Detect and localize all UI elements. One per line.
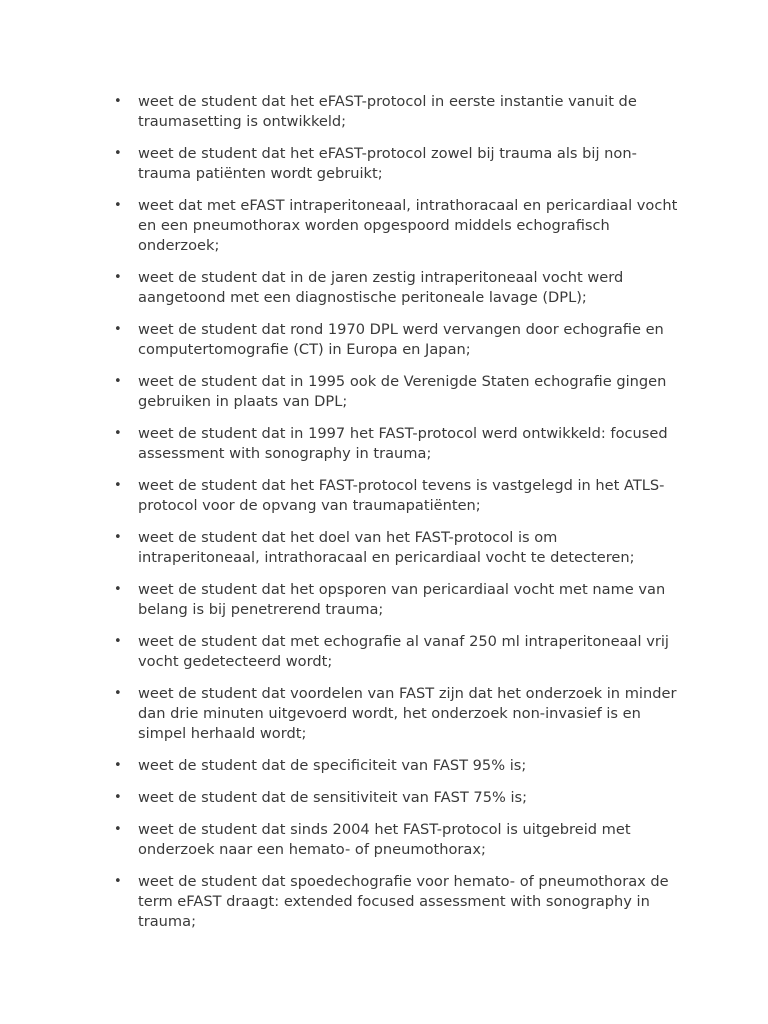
list-item — [112, 424, 682, 464]
bullet-icon: • — [114, 582, 122, 597]
list-item — [112, 320, 682, 360]
list-item — [112, 372, 682, 412]
list-item-text: weet de student dat in 1995 ook de Verenigde Staten echografie gingen gebruiken in plaats van DPL; — [138, 373, 667, 410]
bullet-icon: • — [114, 758, 122, 773]
list-item — [112, 92, 682, 132]
list-item — [112, 632, 682, 672]
list-item-text: weet de student dat in 1997 het FAST-protocol werd ontwikkeld: focused assessment with sonography in trauma; — [138, 425, 668, 462]
bullet-icon: • — [114, 322, 122, 337]
bullet-icon: • — [114, 426, 122, 441]
bullet-icon: • — [114, 198, 122, 213]
list-item — [112, 196, 682, 256]
bullet-icon: • — [114, 530, 122, 545]
list-item — [112, 820, 682, 860]
list-item — [112, 144, 682, 184]
list-item — [112, 788, 682, 808]
list-item-text: weet de student dat het doel van het FAST-protocol is om intraperitoneaal, intrathoracaal en pericardiaal vocht te detecteren; — [138, 529, 635, 566]
list-item-text: weet de student dat het opsporen van pericardiaal vocht met name van belang is bij penetrerend trauma; — [138, 581, 666, 618]
list-item-text: weet dat met eFAST intraperitoneaal, intrathoracaal en pericardiaal vocht en een pneumothorax worden opgespoord middels echografisch onderzoek; — [138, 197, 678, 254]
bullet-icon: • — [114, 270, 122, 285]
list-item-text: weet de student dat het eFAST-protocol in eerste instantie vanuit de traumasetting is ontwikkeld; — [138, 93, 637, 130]
list-item — [112, 872, 682, 932]
list-item-text: weet de student dat het FAST-protocol tevens is vastgelegd in het ATLS-protocol voor de opvang van traumapatiënten; — [138, 477, 665, 514]
list-item — [112, 528, 682, 568]
bullet-icon: • — [114, 822, 122, 837]
list-item-text: weet de student dat rond 1970 DPL werd vervangen door echografie en computertomografie (CT) in Europa en Japan; — [138, 321, 664, 358]
bullet-icon: • — [114, 374, 122, 389]
list-item-text: weet de student dat de specificiteit van FAST 95% is; — [138, 757, 527, 774]
bullet-icon: • — [114, 686, 122, 701]
list-item-text: weet de student dat sinds 2004 het FAST-protocol is uitgebreid met onderzoek naar een hemato- of pneumothorax; — [138, 821, 631, 858]
list-item — [112, 268, 682, 308]
bullet-icon: • — [114, 146, 122, 161]
bullet-icon: • — [114, 634, 122, 649]
list-item — [112, 580, 682, 620]
bullet-list — [112, 92, 682, 944]
list-item — [112, 684, 682, 744]
bullet-icon: • — [114, 94, 122, 109]
list-item-text: weet de student dat het eFAST-protocol zowel bij trauma als bij non-trauma patiënten wordt gebruikt; — [138, 145, 637, 182]
list-item — [112, 476, 682, 516]
bullet-icon: • — [114, 478, 122, 493]
bullet-icon: • — [114, 790, 122, 805]
list-item-text: weet de student dat met echografie al vanaf 250 ml intraperitoneaal vrij vocht gedetecteerd wordt; — [138, 633, 669, 670]
list-item-text: weet de student dat voordelen van FAST zijn dat het onderzoek in minder dan drie minuten uitgevoerd wordt, het onderzoek non-invasief is en simpel herhaald wordt; — [138, 685, 677, 742]
list-item — [112, 756, 682, 776]
list-item-text: weet de student dat de sensitiviteit van FAST 75% is; — [138, 789, 528, 806]
list-item-text: weet de student dat spoedechografie voor hemato- of pneumothorax de term eFAST draagt: extended focused assessment with sonography in trauma; — [138, 873, 669, 930]
bullet-icon: • — [114, 874, 122, 889]
list-item-text: weet de student dat in de jaren zestig intraperitoneaal vocht werd aangetoond met een diagnostische peritoneale lavage (DPL); — [138, 269, 624, 306]
